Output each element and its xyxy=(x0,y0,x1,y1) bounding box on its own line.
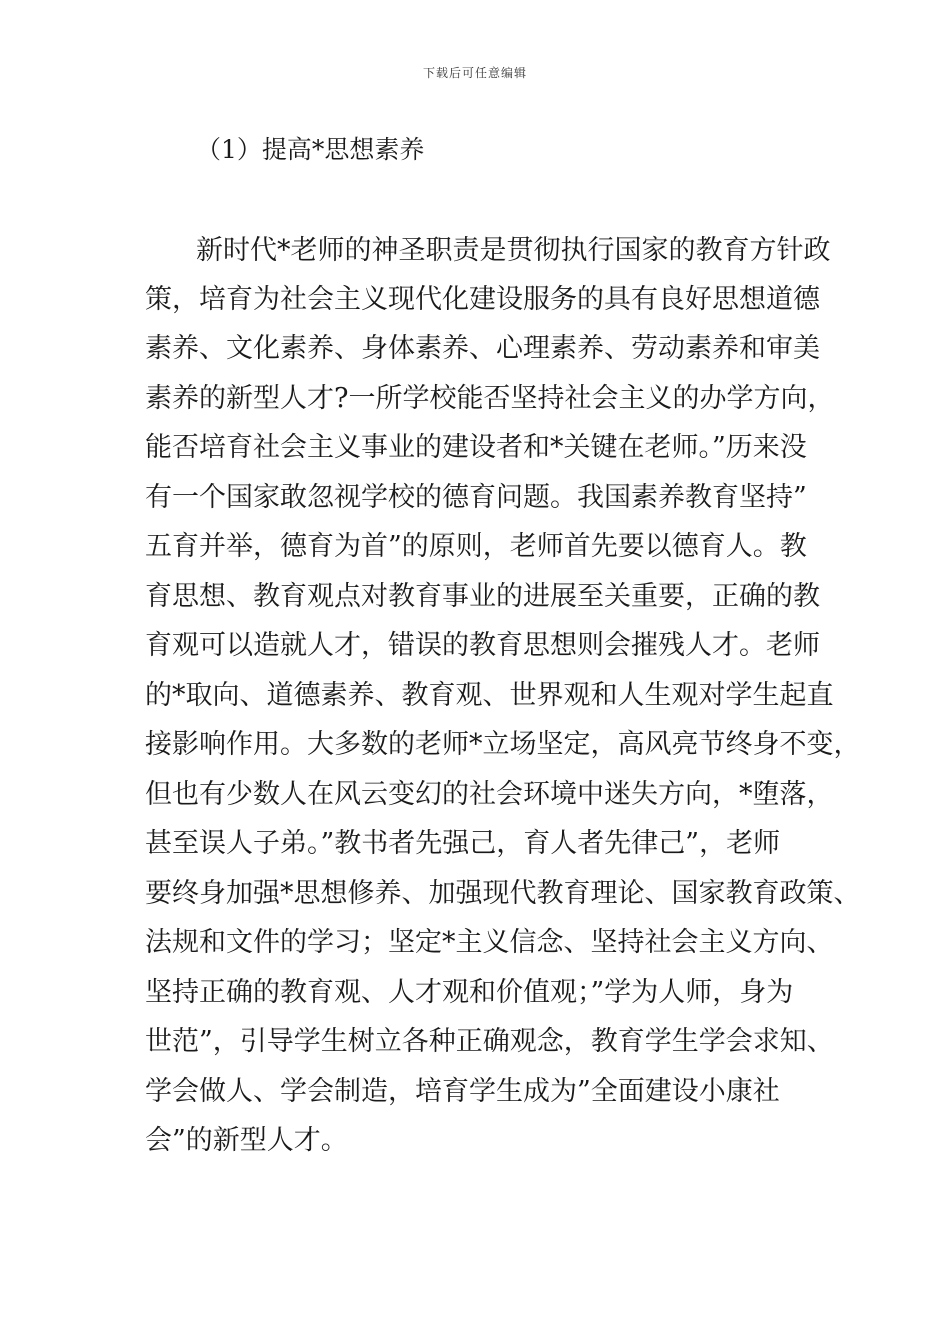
paragraph-line: 要终身加强*思想修养、加强现代教育理论、国家教育政策、 xyxy=(145,878,861,909)
paragraph-line: 的*取向、道德素养、教育观、世界观和人生观对学生起直 xyxy=(145,680,834,711)
paragraph-line: 策，培育为社会主义现代化建设服务的具有良好思想道德 xyxy=(145,284,820,315)
paragraph-line: 五育并举，德育为首”的原则，老师首先要以德育人。教 xyxy=(145,531,807,562)
paragraph-line: 能否培育社会主义事业的建设者和*关键在老师。”历来没 xyxy=(145,432,807,463)
paragraph-line: 育观可以造就人才，错误的教育思想则会摧残人才。老师 xyxy=(145,630,820,661)
paragraph-line: 世范”，引导学生树立各种正确观念，教育学生学会求知、 xyxy=(145,1026,834,1057)
page-header: 下载后可任意编辑 xyxy=(422,66,527,80)
paragraph-line: 素养、文化素养、身体素养、心理素养、劳动素养和审美 xyxy=(145,333,820,364)
paragraph-line: 素养的新型人才?一所学校能否坚持社会主义的办学方向， xyxy=(145,383,835,414)
paragraph-line: 但也有少数人在风云变幻的社会环境中迷失方向，*堕落， xyxy=(145,779,834,810)
section-heading: （1）提高*思想素养 xyxy=(196,135,425,164)
paragraph-line: 学会做人、学会制造，培育学生成为”全面建设小康社 xyxy=(145,1076,780,1107)
paragraph-line: 甚至误人子弟。”教书者先强己，育人者先律己”，老师 xyxy=(145,828,781,859)
paragraph-line: 会”的新型人才。 xyxy=(145,1125,348,1156)
paragraph-line: 接影响作用。大多数的老师*立场坚定，高风亮节终身不变， xyxy=(145,729,861,760)
paragraph-line: 新时代*老师的神圣职责是贯彻执行国家的教育方针政 xyxy=(196,235,831,266)
paragraph-line: 坚持正确的教育观、人才观和价值观；”学为人师，身为 xyxy=(145,977,794,1008)
paragraph-line: 法规和文件的学习；坚定*主义信念、坚持社会主义方向、 xyxy=(145,927,834,958)
paragraph-line: 育思想、教育观点对教育事业的进展至关重要，正确的教 xyxy=(145,581,820,612)
paragraph-line: 有一个国家敢忽视学校的德育问题。我国素养教育坚持” xyxy=(145,482,807,513)
